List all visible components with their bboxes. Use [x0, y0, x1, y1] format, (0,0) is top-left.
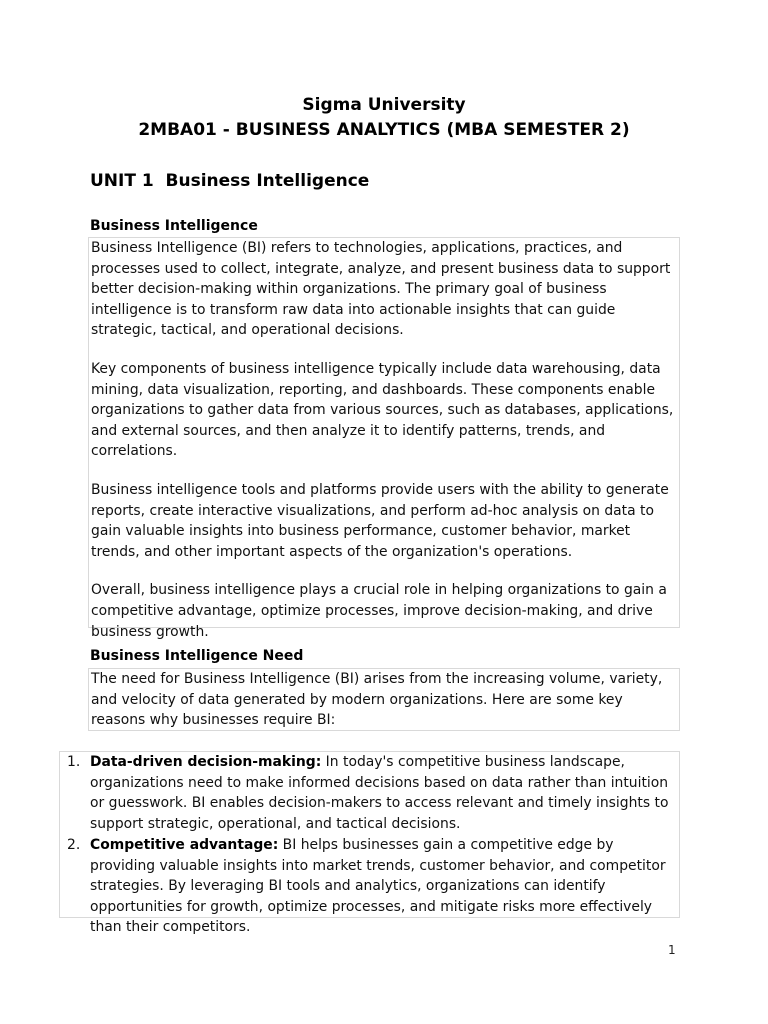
university-name: Sigma University [302, 95, 466, 115]
unit-heading: UNIT 1 Business Intelligence [90, 171, 370, 191]
bi-need-intro: The need for Business Intelligence (BI) arises from the increasing volume, variety, and velocity of data generated by modern organizations. Here are some key reasons why businesses require BI: [91, 671, 663, 729]
list-item-title: Competitive advantage: [90, 837, 279, 853]
bi-paragraph-4: Overall, business intelligence plays a crucial role in helping organizations to gain a competitive advantage, optimize processes, improve decision-making, and drive business growth. [91, 582, 667, 640]
list-item-content [90, 752, 682, 834]
course-title: 2MBA01 - BUSINESS ANALYTICS (MBA SEMESTER 2) [138, 120, 630, 140]
list-item-number: 2. [67, 837, 81, 853]
list-item-number: 1. [67, 754, 81, 770]
list-item-content [90, 835, 682, 938]
bi-paragraph-1: Business Intelligence (BI) refers to technologies, applications, practices, and processes used to collect, integrate, analyze, and present business data to support better decision-making within organizations. The primary goal of business intelligence is to transform raw data into actionable insights that can guide strategic, tactical, and operational decisions. [91, 240, 671, 339]
list-item-text: In today's competitive business landscape, organizations need to make informed decisions based on data rather than intuition or guesswork. BI enables decision-makers to access relevant and timely insights to support strategic, operational, and tactical decisions. [90, 754, 669, 832]
bi-paragraph-3: Business intelligence tools and platforms provide users with the ability to generate reports, create interactive visualizations, and perform ad-hoc analysis on data to gain valuable insights into business performance, customer behavior, market trends, and other important aspects of the organization's operations. [91, 481, 669, 560]
bi-definition-box [88, 237, 680, 640]
bi-need-intro-box [88, 668, 680, 731]
bi-need-list [59, 751, 680, 936]
bi-paragraph-2: Key components of business intelligence typically include data warehousing, data mining, data visualization, reporting, and dashboards. These components enable organizations to gather data from various sources, such as databases, applications, and external sources, and then analyze it to identify patterns, trends, and correlations. [91, 360, 674, 460]
page-number: 1 [668, 943, 676, 957]
section-heading-bi: Business Intelligence [90, 218, 258, 234]
list-item-title: Data-driven decision-making: [90, 754, 322, 770]
document-title-block [0, 93, 768, 143]
section-heading-bi-need: Business Intelligence Need [90, 648, 304, 664]
list-item-text: BI helps businesses gain a competitive edge by providing valuable insights into market trends, customer behavior, and competitor strategies. By leveraging BI tools and analytics, organizations can identify opportunities for growth, optimize processes, and mitigate risks more effectively than their competitors. [90, 837, 666, 936]
